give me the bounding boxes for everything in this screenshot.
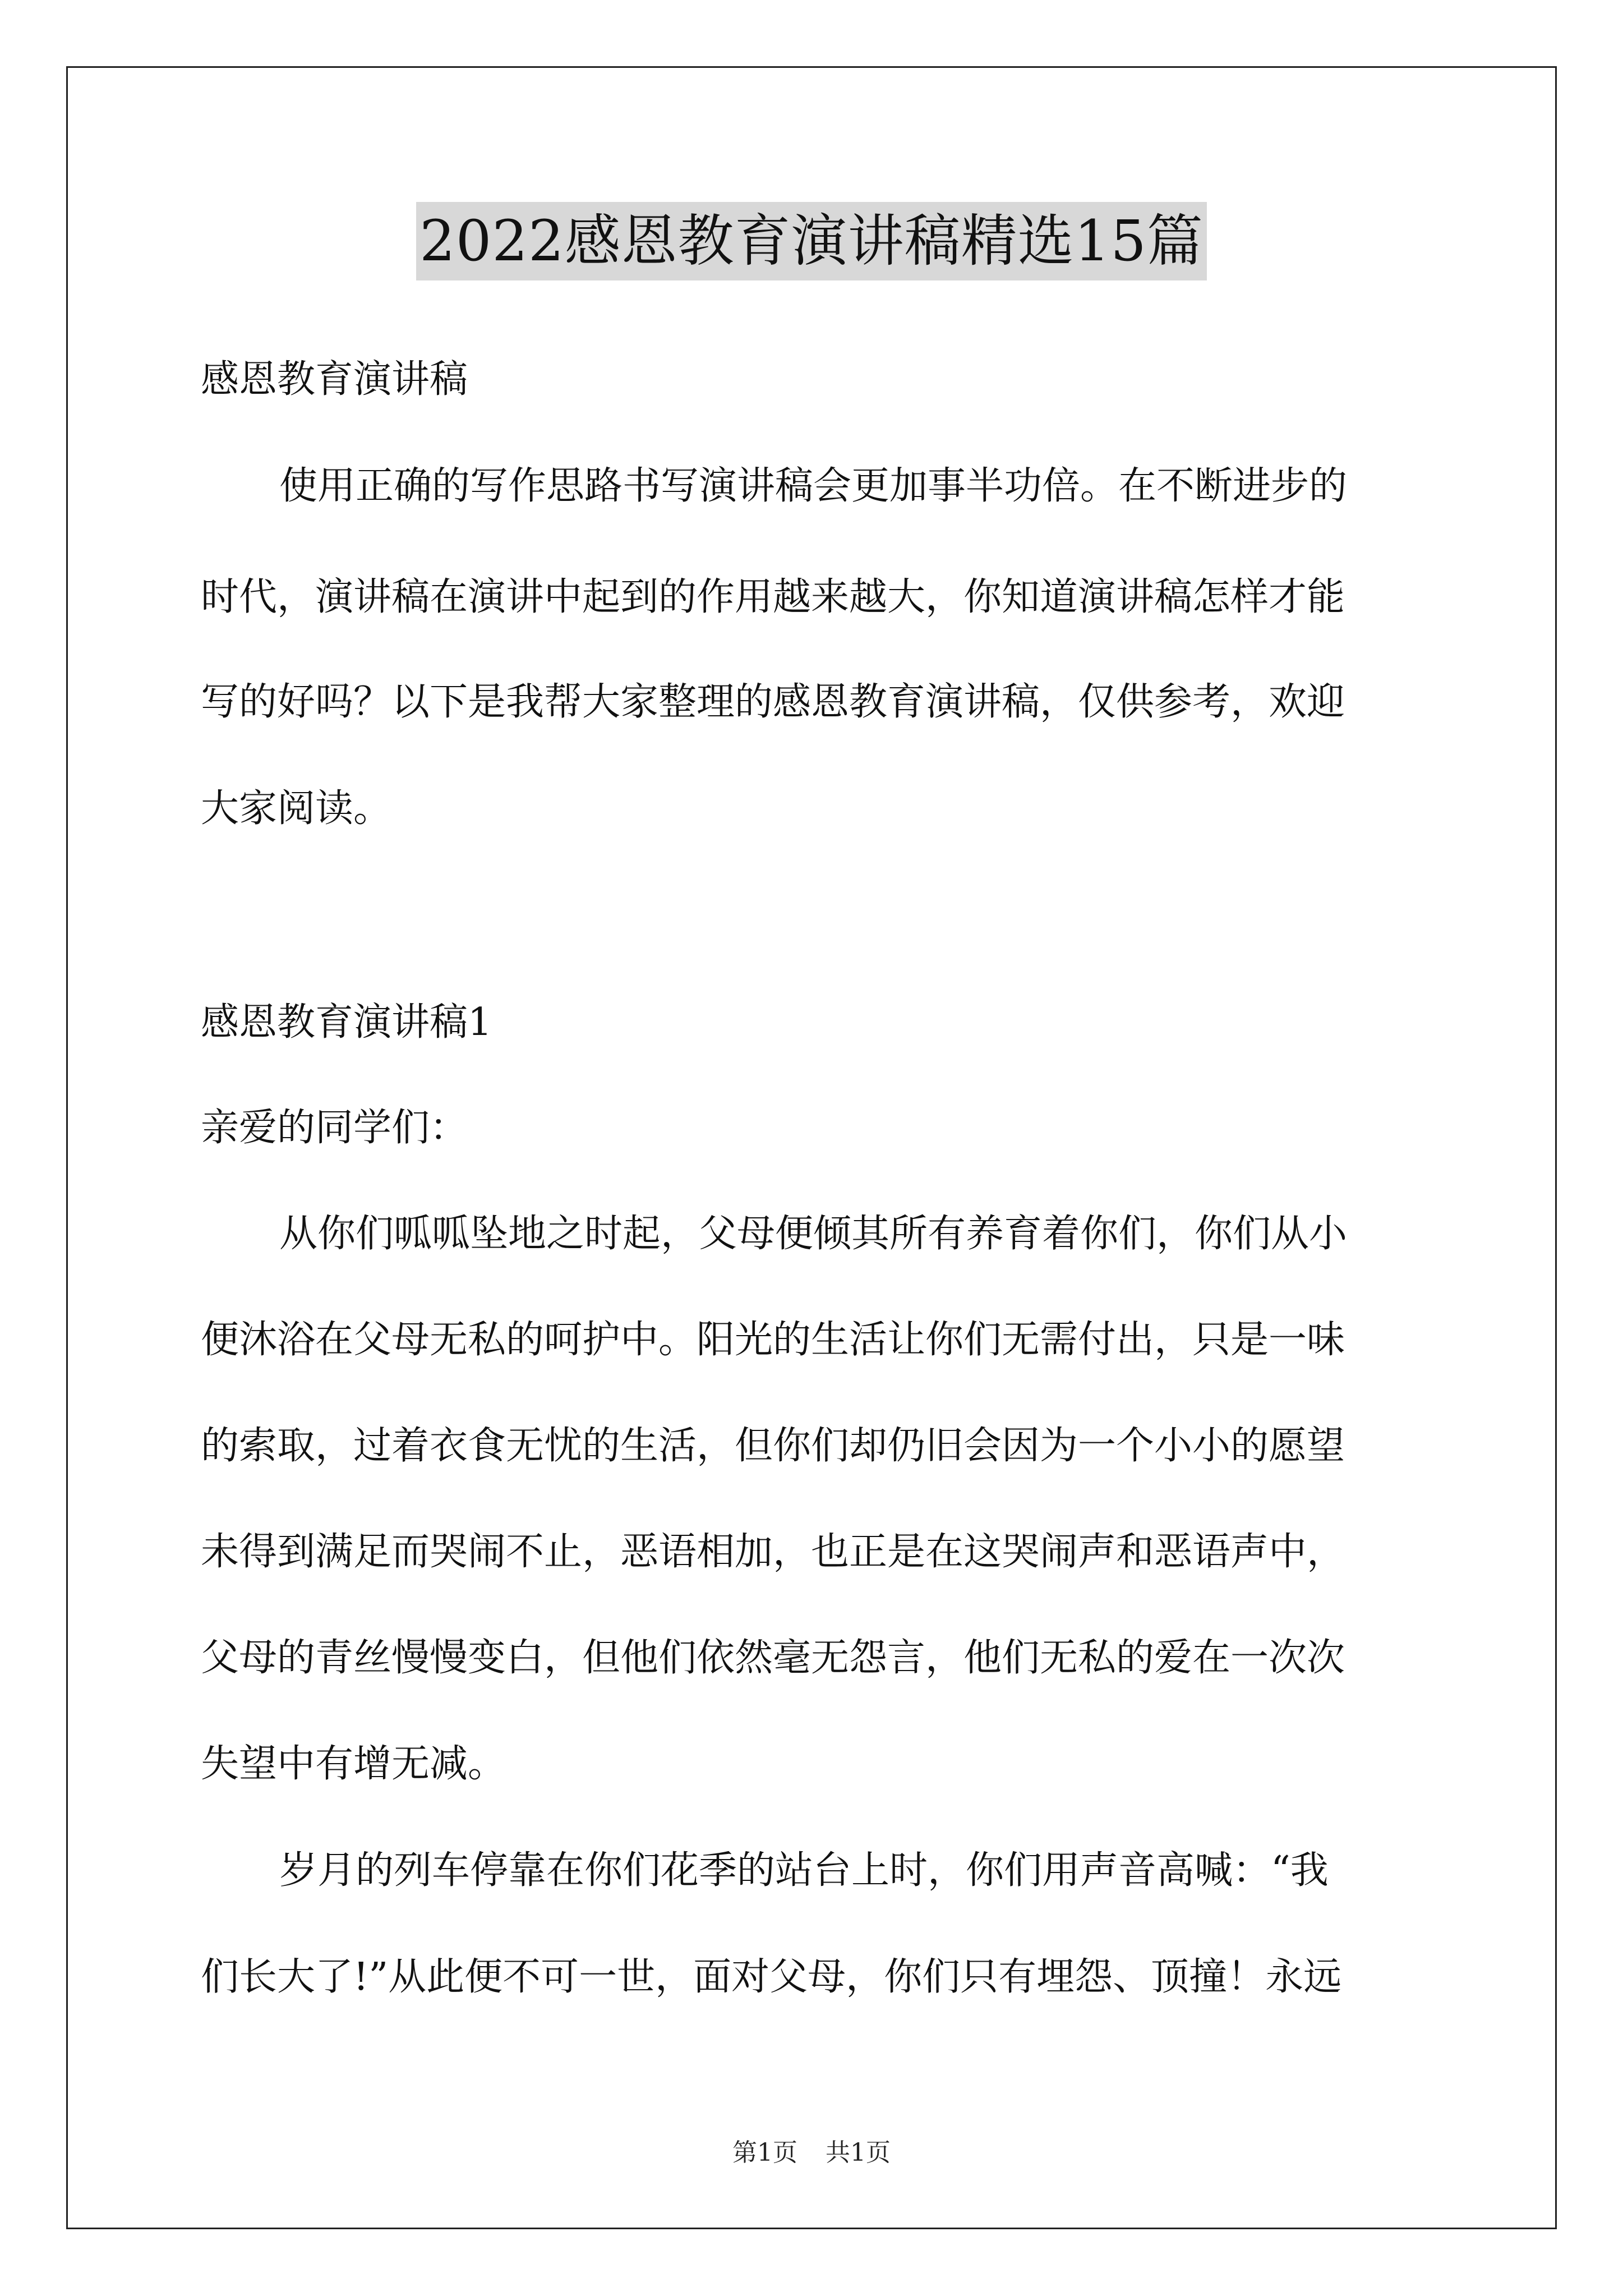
page-total: 共1页: [826, 2138, 891, 2167]
title-container: [0, 202, 1623, 280]
document-title: 2022感恩教育演讲稿精选15篇: [416, 202, 1207, 280]
salutation: 亲爱的同学们：: [201, 1106, 468, 1150]
paragraph-line: 的索取，过着衣食无忧的生活，但你们却仍旧会因为一个小小的愿望: [201, 1424, 1345, 1468]
paragraph-line: 岁月的列车停靠在你们花季的站台上时，你们用声音高喊：“我: [279, 1848, 1329, 1893]
intro-line: 时代，演讲稿在演讲中起到的作用越来越大，你知道演讲稿怎样才能: [201, 575, 1345, 619]
paragraph-line: 父母的青丝慢慢变白，但他们依然毫无怨言，他们无私的爱在一次次: [201, 1636, 1345, 1680]
page-number: 第1页: [732, 2138, 797, 2167]
paragraph-line: 从你们呱呱坠地之时起，父母便倾其所有养育着你们，你们从小: [279, 1212, 1348, 1256]
paragraph-line: 未得到满足而哭闹不止，恶语相加，也正是在这哭闹声和恶语声中，: [201, 1530, 1345, 1574]
intro-line: 写的好吗？以下是我帮大家整理的感恩教育演讲稿，仅供参考，欢迎: [201, 680, 1345, 724]
paragraph-line: 们长大了!”从此便不可一世，面对父母，你们只有埋怨、顶撞！永远: [201, 1955, 1342, 1999]
intro-line: 使用正确的写作思路书写演讲稿会更加事半功倍。在不断进步的: [279, 464, 1348, 508]
intro-heading: 感恩教育演讲稿: [201, 357, 468, 402]
page-footer: [0, 2136, 1623, 2170]
paragraph-line: 失望中有增无减。: [201, 1742, 506, 1786]
section-heading: 感恩教育演讲稿1: [201, 1000, 492, 1045]
paragraph-line: 便沐浴在父母无私的呵护中。阳光的生活让你们无需付出，只是一味: [201, 1318, 1345, 1362]
intro-line: 大家阅读。: [201, 786, 392, 831]
